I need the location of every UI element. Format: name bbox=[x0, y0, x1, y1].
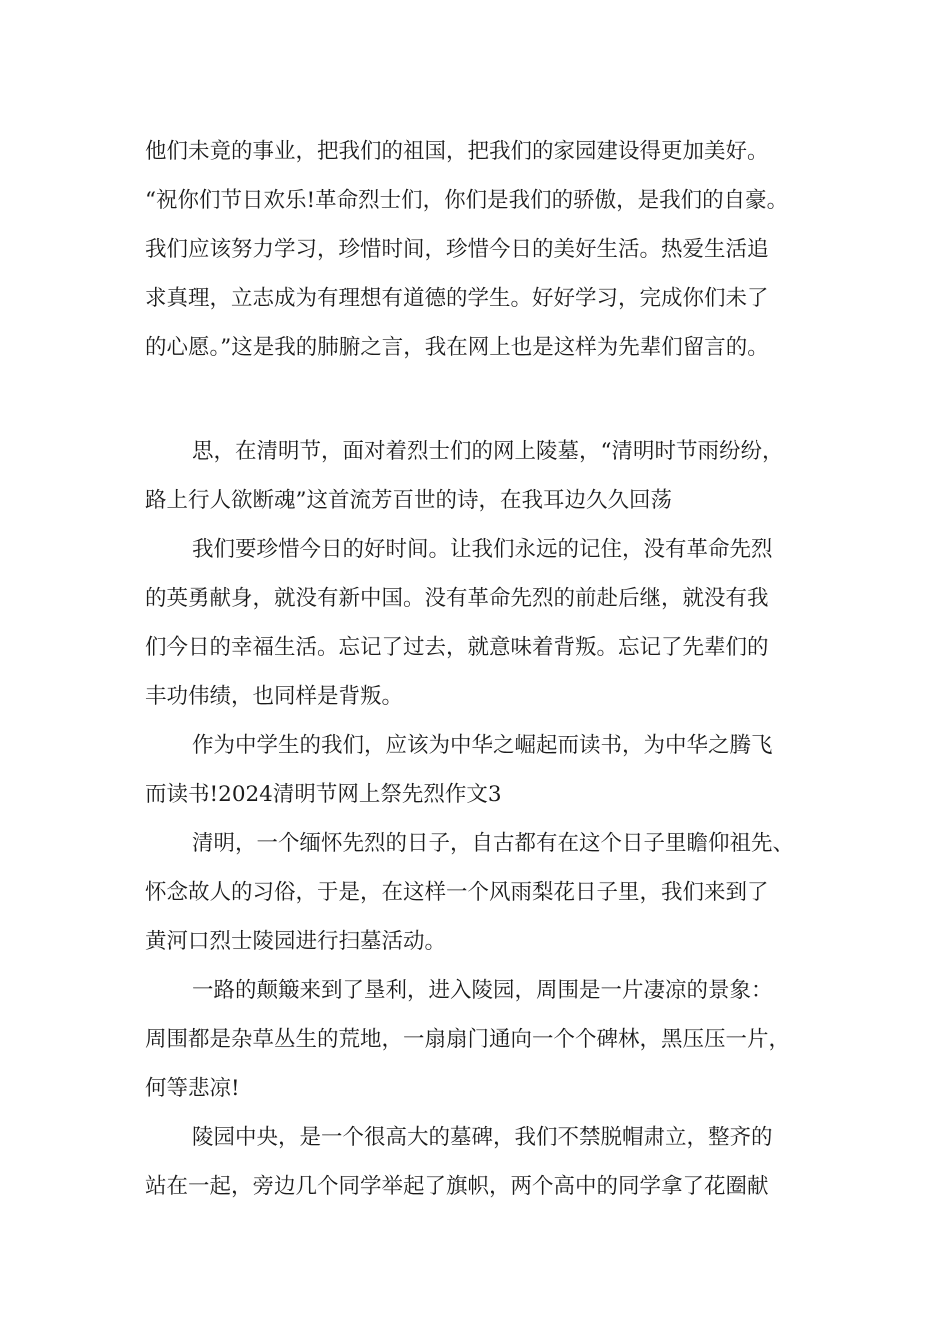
text-line: 丰功伟绩，也同样是背叛。 bbox=[145, 684, 404, 709]
text-line: 们今日的幸福生活。忘记了过去，就意味着背叛。忘记了先辈们的 bbox=[145, 635, 769, 660]
text-line: 他们未竟的事业，把我们的祖国，把我们的家园建设得更加美好。 bbox=[145, 139, 769, 164]
text-line: 一路的颠簸来到了垦利，进入陵园，周围是一片凄凉的景象： bbox=[192, 978, 773, 1003]
text-line: 的心愿。”这是我的肺腑之言，我在网上也是这样为先辈们留言的。 bbox=[145, 335, 769, 360]
text-line: 陵园中央，是一个很高大的墓碑，我们不禁脱帽肃立，整齐的 bbox=[192, 1125, 773, 1150]
text-line: 黄河口烈士陵园进行扫墓活动。 bbox=[145, 929, 447, 954]
text-line: 思，在清明节，面对着烈士们的网上陵墓，“清明时节雨纷纷， bbox=[192, 439, 784, 464]
text-line: 我们应该努力学习，珍惜时间，珍惜今日的美好生活。热爱生活追 bbox=[145, 237, 769, 262]
text-line: 而读书!2024清明节网上祭先烈作文3 bbox=[145, 782, 502, 807]
text-line: 的英勇献身，就没有新中国。没有革命先烈的前赴后继，就没有我 bbox=[145, 586, 769, 611]
text-line: “祝你们节日欢乐!革命烈士们，你们是我们的骄傲，是我们的自豪。 bbox=[145, 188, 789, 213]
text-line: 路上行人欲断魂”这首流芳百世的诗，在我耳边久久回荡 bbox=[145, 488, 672, 513]
text-line: 周围都是杂草丛生的荒地，一扇扇门通向一个个碑林，黑压压一片， bbox=[145, 1027, 791, 1052]
text-line: 清明，一个缅怀先烈的日子，自古都有在这个日子里瞻仰祖先、 bbox=[192, 831, 795, 856]
text-line: 我们要珍惜今日的好时间。让我们永远的记住，没有革命先烈 bbox=[192, 537, 773, 562]
text-line: 作为中学生的我们，应该为中华之崛起而读书，为中华之腾飞 bbox=[192, 733, 773, 758]
text-line: 求真理，立志成为有理想有道德的学生。好好学习，完成你们未了 bbox=[145, 286, 769, 311]
text-line: 站在一起，旁边几个同学举起了旗帜，两个高中的同学拿了花圈献 bbox=[145, 1174, 769, 1199]
text-line: 何等悲凉! bbox=[145, 1076, 240, 1101]
text-line: 怀念故人的习俗，于是，在这样一个风雨梨花日子里，我们来到了 bbox=[145, 880, 769, 905]
